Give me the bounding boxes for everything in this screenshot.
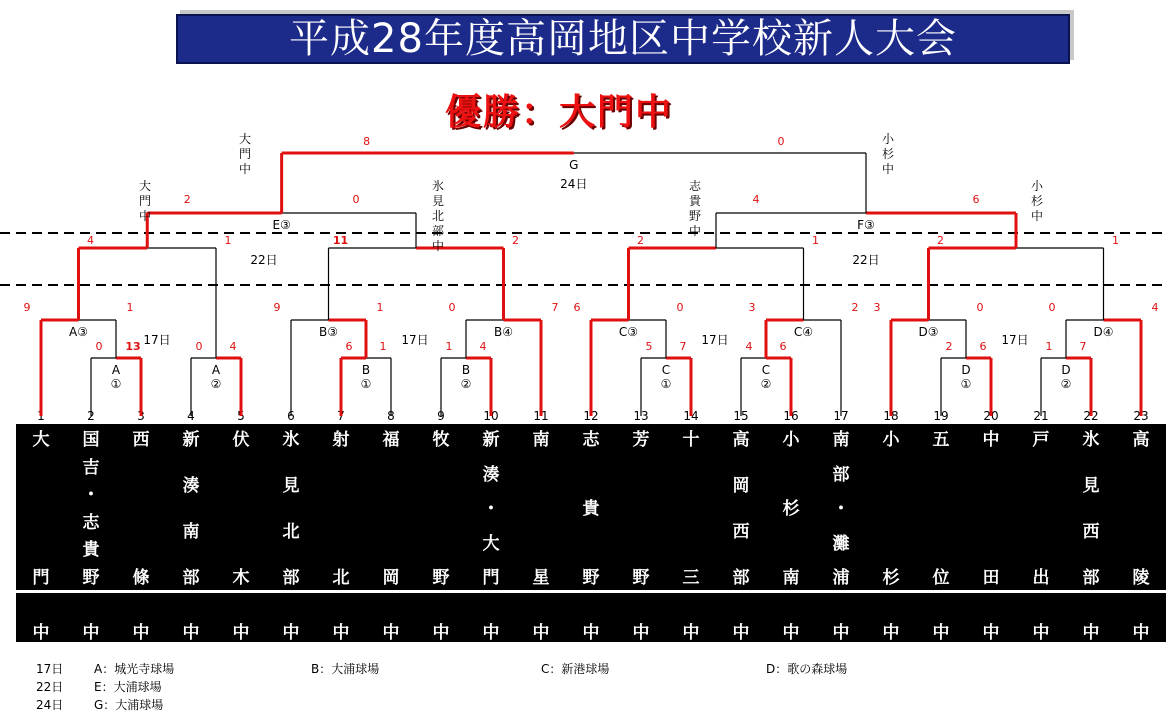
a1-score-left: 0: [95, 340, 103, 353]
b4-score-left: 0: [448, 301, 456, 314]
team-name-char: 部: [832, 464, 850, 485]
legend-venue-b: B：大浦球場: [311, 662, 380, 676]
team-name: [166, 424, 216, 594]
winner-tag: 小: [1030, 179, 1044, 193]
d3-score-left: 3: [873, 301, 881, 314]
team-name-char: 野: [582, 568, 600, 588]
page-title: 平成28年度高岡地区中学校新人大会: [289, 16, 957, 62]
a2-label: A: [211, 363, 221, 377]
d2-score-right: 7: [1079, 340, 1087, 353]
team-name: [516, 424, 566, 594]
team-name-char: 南: [532, 430, 550, 450]
legend-venue-c: C：新港球場: [541, 662, 610, 676]
c2-score-left: 4: [745, 340, 753, 353]
team-suffix: 中: [532, 623, 550, 643]
team-name: [766, 424, 816, 594]
c3-score-right: 0: [676, 301, 684, 314]
team-name-char: 十: [682, 430, 700, 450]
column-stripe: [466, 590, 516, 593]
team-column: [516, 424, 566, 642]
a1-score-right: 13: [125, 340, 141, 353]
c4-score-right: 2: [851, 301, 859, 314]
r22_4-score-left: 2: [937, 234, 944, 247]
team-name: [966, 424, 1016, 594]
r22_1-score-left: 4: [87, 234, 94, 247]
r22_2-score-right: 2: [512, 234, 519, 247]
team-name: [716, 424, 766, 594]
seed-number: 6: [287, 409, 295, 423]
team-name: [1066, 424, 1116, 594]
team-name-char: 氷: [1082, 430, 1100, 450]
seed-number: 7: [337, 409, 345, 423]
b1-number: ①: [360, 377, 372, 391]
team-column: [716, 424, 766, 642]
winner-tag: 志: [688, 179, 702, 193]
team-name-char: 條: [132, 568, 150, 588]
seed-number: 2: [87, 409, 95, 423]
winner-tag: 部: [431, 224, 445, 238]
column-stripe: [1016, 590, 1066, 593]
team-column: [916, 424, 966, 642]
team-name-char: 岡: [732, 476, 750, 496]
seed-number: 13: [633, 409, 649, 423]
winner-tag: 門: [238, 147, 252, 161]
team-name: [866, 424, 916, 594]
team-column: [466, 424, 516, 642]
c3-label: C③: [618, 325, 639, 339]
legend-venue-e: E：大浦球場: [94, 680, 162, 694]
team-suffix: 中: [632, 623, 650, 643]
g-label: G: [569, 158, 579, 172]
team-name-char: 国: [82, 430, 100, 450]
team-name: [1116, 424, 1166, 594]
c2-number: ②: [760, 377, 772, 391]
d3-label: D③: [918, 325, 939, 339]
column-stripe: [616, 590, 666, 593]
team-name-char: 野: [432, 568, 450, 588]
team-name-char: 見: [282, 476, 300, 496]
team-name-char: 貴: [82, 540, 100, 561]
team-name-char: 部: [1082, 568, 1100, 588]
team-column: [366, 424, 416, 642]
team-name-char: 南: [832, 430, 850, 450]
d4-score-right: 4: [1151, 301, 1159, 314]
winner-tag: 大: [138, 179, 152, 193]
b1-label: B: [361, 363, 371, 377]
team-name-char: ・: [832, 499, 850, 519]
column-stripe: [66, 590, 116, 593]
g-score-left: 8: [363, 135, 371, 148]
team-suffix: 中: [682, 623, 700, 643]
team-suffix: 中: [432, 623, 450, 643]
team-column: [866, 424, 916, 642]
team-name-char: 部: [182, 568, 200, 588]
team-name-char: 岡: [382, 568, 400, 588]
d1-score-right: 6: [979, 340, 987, 353]
winner-tag: 野: [688, 209, 702, 223]
team-suffix: 中: [182, 623, 200, 643]
r22_4-score-right: 1: [1112, 234, 1119, 247]
team-name-char: 北: [282, 522, 300, 542]
c2-score-right: 6: [779, 340, 787, 353]
a2-number: ②: [210, 377, 222, 391]
team-name-char: 西: [1082, 522, 1100, 542]
team-suffix: 中: [582, 623, 600, 643]
team-name: [316, 424, 366, 594]
team-name-char: 福: [382, 430, 400, 450]
c1-label: C: [661, 363, 671, 377]
a1-number: ①: [110, 377, 122, 391]
r22_2-score-left: 11: [332, 234, 349, 247]
day-label: 17日: [143, 333, 171, 347]
seed-number: 3: [137, 409, 145, 423]
team-name-char: 西: [732, 522, 750, 542]
d2-number: ②: [1060, 377, 1072, 391]
day-label: 17日: [701, 333, 729, 347]
seed-number: 16: [783, 409, 799, 423]
b3-score-right: 1: [376, 301, 384, 314]
team-name: [266, 424, 316, 594]
team-name-char: 部: [282, 568, 300, 588]
team-column: [666, 424, 716, 642]
b1-score-left: 6: [345, 340, 353, 353]
a3-label: A③: [69, 325, 88, 339]
seed-number: 19: [933, 409, 949, 423]
f-label: F③: [857, 218, 875, 232]
team-column: [1066, 424, 1116, 642]
team-name-char: 新: [182, 430, 200, 450]
team-column: [1016, 424, 1066, 642]
column-stripe: [1116, 590, 1166, 593]
b3-label: B③: [319, 325, 338, 339]
team-name: [216, 424, 266, 594]
team-suffix: 中: [1132, 623, 1150, 643]
d4-score-left: 0: [1048, 301, 1056, 314]
winner-tag: 中: [431, 239, 445, 253]
team-column: [266, 424, 316, 642]
team-name-char: 陵: [1132, 568, 1150, 588]
seed-number: 23: [1133, 409, 1149, 423]
team-column: [16, 424, 66, 642]
team-suffix: 中: [882, 623, 900, 643]
d1-number: ①: [960, 377, 972, 391]
c1-score-left: 5: [645, 340, 653, 353]
team-name-char: 高: [1132, 430, 1150, 450]
c2-label: C: [761, 363, 771, 377]
team-suffix: 中: [382, 623, 400, 643]
team-column: [116, 424, 166, 642]
day-label: 22日: [852, 253, 880, 267]
winner-tag: 北: [431, 209, 445, 223]
team-name: [416, 424, 466, 594]
champion-label: 優勝：大門中: [445, 92, 674, 133]
team-name-char: 門: [32, 568, 50, 588]
seed-number: 21: [1033, 409, 1049, 423]
d2-label: D: [1061, 363, 1071, 377]
team-name-char: 大: [482, 533, 500, 554]
day-label: 17日: [401, 333, 429, 347]
legend-venue-g: G：大浦球場: [94, 698, 164, 712]
seed-number: 8: [387, 409, 395, 423]
team-name-char: 小: [882, 430, 900, 450]
seed-number: 15: [733, 409, 749, 423]
team-name: [466, 424, 516, 594]
team-column: [316, 424, 366, 642]
team-column: [966, 424, 1016, 642]
seed-number: 14: [683, 409, 699, 423]
team-name-char: 志: [82, 512, 100, 533]
team-name-char: 野: [82, 567, 100, 588]
team-name-char: 南: [182, 522, 200, 542]
a2-score-right: 4: [229, 340, 237, 353]
team-column: [766, 424, 816, 642]
team-name-char: 位: [932, 568, 950, 588]
team-name: [66, 424, 116, 594]
winner-tag: 門: [138, 194, 152, 208]
team-name: [1016, 424, 1066, 594]
team-name: [566, 424, 616, 594]
column-stripe: [416, 590, 466, 593]
team-suffix: 中: [1082, 623, 1100, 643]
d1-score-left: 2: [945, 340, 953, 353]
team-name-char: 新: [482, 430, 500, 450]
winner-tag: 見: [431, 194, 445, 208]
seed-number: 18: [883, 409, 899, 423]
team-name-char: 湊: [482, 464, 500, 485]
legend-day-22: 22日: [36, 680, 64, 694]
team-name-char: 芳: [632, 430, 650, 450]
team-name-char: 南: [782, 568, 800, 588]
team-name-char: 見: [1082, 476, 1100, 496]
seed-number: 22: [1083, 409, 1099, 423]
column-stripe: [216, 590, 266, 593]
e-score-left: 2: [183, 193, 191, 206]
winner-tag: 中: [881, 162, 895, 176]
seed-number: 1: [37, 409, 45, 423]
column-stripe: [766, 590, 816, 593]
column-stripe: [366, 590, 416, 593]
a3-score-right: 1: [126, 301, 134, 314]
column-stripe: [916, 590, 966, 593]
winner-tag: 杉: [881, 147, 895, 161]
seed-number: 9: [437, 409, 445, 423]
team-name-char: 部: [732, 568, 750, 588]
column-stripe: [116, 590, 166, 593]
column-stripe: [966, 590, 1016, 593]
seed-number: 17: [833, 409, 849, 423]
d1-label: D: [961, 363, 971, 377]
f-score-left: 4: [752, 193, 760, 206]
b2-label: B: [461, 363, 471, 377]
team-name: [666, 424, 716, 594]
b3-score-left: 9: [273, 301, 281, 314]
team-suffix: 中: [932, 623, 950, 643]
b2-score-right: 4: [479, 340, 487, 353]
g-score-right: 0: [777, 135, 785, 148]
team-name: [916, 424, 966, 594]
team-name-char: 杉: [882, 568, 900, 588]
team-name-char: ・: [82, 485, 100, 506]
team-suffix: 中: [982, 623, 1000, 643]
team-name-char: 浦: [832, 568, 850, 588]
winner-tag: 中: [238, 162, 252, 176]
legend-day-24: 24日: [36, 698, 64, 712]
team-name-char: 星: [532, 568, 550, 588]
team-suffix: 中: [82, 623, 100, 643]
b4-label: B④: [494, 325, 513, 339]
column-stripe: [816, 590, 866, 593]
team-name-char: 牧: [432, 430, 450, 450]
winner-tag: 小: [881, 132, 895, 146]
winner-tag: 中: [138, 209, 152, 223]
team-column: [416, 424, 466, 642]
team-name-char: 出: [1032, 568, 1050, 588]
winner-tag: 大: [238, 132, 252, 146]
c3-score-left: 6: [573, 301, 581, 314]
team-name-char: 灘: [832, 533, 850, 554]
team-name-char: 三: [682, 568, 700, 588]
team-name-char: 田: [982, 568, 1000, 588]
legend-venue-a: A：城光寺球場: [94, 662, 175, 676]
e-score-right: 0: [352, 193, 360, 206]
team-name-char: ・: [482, 499, 500, 519]
team-name-char: 杉: [782, 499, 800, 519]
team-name-char: 大: [32, 430, 50, 450]
team-name-char: 中: [982, 430, 1000, 450]
seed-number: 11: [533, 409, 549, 423]
team-name-char: 吉: [82, 457, 100, 478]
c1-number: ①: [660, 377, 672, 391]
seed-number: 5: [237, 409, 245, 423]
column-stripe: [166, 590, 216, 593]
a1-label: A: [111, 363, 121, 377]
team-column: [166, 424, 216, 642]
team-suffix: 中: [332, 623, 350, 643]
team-name-char: 射: [332, 430, 350, 450]
column-stripe: [666, 590, 716, 593]
legend-venue-d: D：歌の森球場: [766, 662, 848, 676]
r22_1-score-right: 1: [224, 234, 232, 247]
team-column: [566, 424, 616, 642]
seed-number: 4: [187, 409, 195, 423]
column-stripe: [516, 590, 566, 593]
team-column: [616, 424, 666, 642]
seed-number: 12: [583, 409, 599, 423]
team-suffix: 中: [482, 623, 500, 643]
team-name: [116, 424, 166, 594]
team-name-char: 氷: [282, 430, 300, 450]
b1-score-right: 1: [379, 340, 387, 353]
seed-number: 10: [483, 409, 499, 423]
team-name-char: 高: [732, 430, 750, 450]
team-suffix: 中: [132, 623, 150, 643]
team-suffix: 中: [832, 623, 850, 643]
team-name-char: 志: [582, 430, 600, 450]
team-name-char: 湊: [182, 476, 200, 496]
column-stripe: [316, 590, 366, 593]
team-name-char: 北: [332, 568, 350, 588]
team-name-char: 五: [932, 430, 950, 450]
team-name-char: 小: [782, 430, 800, 450]
team-column: [816, 424, 866, 642]
team-column: [1116, 424, 1166, 642]
team-suffix: 中: [782, 623, 800, 643]
team-name-char: 伏: [232, 430, 250, 450]
team-name: [16, 424, 66, 594]
legend-day-17: 17日: [36, 662, 64, 676]
d3-score-right: 0: [976, 301, 984, 314]
team-suffix: 中: [232, 623, 250, 643]
winner-tag: 中: [1030, 209, 1044, 223]
final-day: 24日: [560, 177, 588, 191]
team-suffix: 中: [1032, 623, 1050, 643]
column-stripe: [1066, 590, 1116, 593]
column-stripe: [866, 590, 916, 593]
team-name: [366, 424, 416, 594]
team-suffix: 中: [282, 623, 300, 643]
team-name-char: 貴: [582, 499, 600, 519]
team-name: [816, 424, 866, 594]
column-stripe: [716, 590, 766, 593]
d2-score-left: 1: [1045, 340, 1053, 353]
winner-tag: 中: [688, 224, 702, 238]
day-label: 17日: [1001, 333, 1029, 347]
day-label: 22日: [250, 253, 278, 267]
d4-label: D④: [1093, 325, 1114, 339]
winner-tag: 氷: [431, 179, 445, 193]
b2-number: ②: [460, 377, 472, 391]
team-suffix: 中: [32, 623, 50, 643]
winner-tag: 杉: [1030, 194, 1044, 208]
column-stripe: [266, 590, 316, 593]
f-score-right: 6: [972, 193, 980, 206]
seed-number: 20: [983, 409, 999, 423]
c1-score-right: 7: [679, 340, 687, 353]
team-name-char: 戸: [1032, 430, 1050, 450]
a3-score-left: 9: [23, 301, 31, 314]
e-label: E③: [272, 218, 291, 232]
team-name-char: 門: [482, 568, 500, 588]
winner-tag: 貴: [688, 194, 702, 208]
c4-label: C④: [793, 325, 814, 339]
team-suffix: 中: [732, 623, 750, 643]
team-name-char: 木: [232, 568, 250, 588]
b4-score-right: 7: [551, 301, 559, 314]
team-column: [66, 424, 116, 642]
a2-score-left: 0: [195, 340, 203, 353]
r22_3-score-left: 2: [637, 234, 644, 247]
column-stripe: [16, 590, 66, 593]
team-name: [616, 424, 666, 594]
team-column: [216, 424, 266, 642]
team-name-char: 野: [632, 568, 650, 588]
r22_3-score-right: 1: [812, 234, 819, 247]
c4-score-left: 3: [748, 301, 756, 314]
b2-score-left: 1: [445, 340, 453, 353]
column-stripe: [566, 590, 616, 593]
team-name-char: 西: [132, 430, 150, 450]
